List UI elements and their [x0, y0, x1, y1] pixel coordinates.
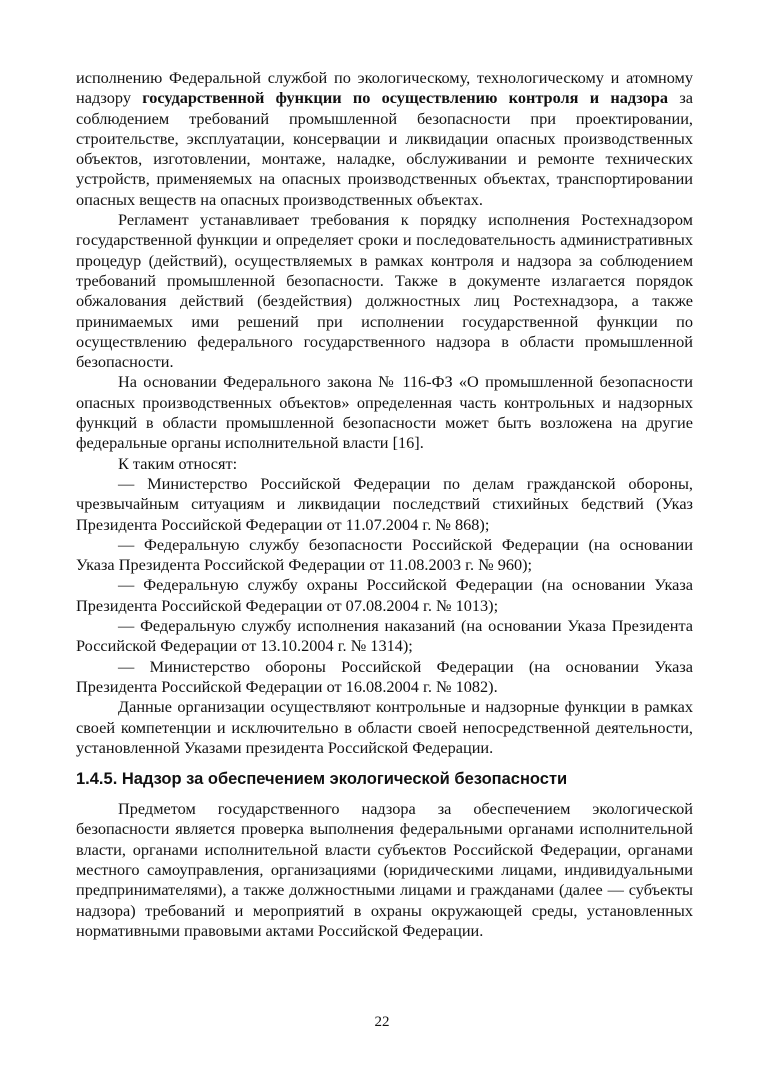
section-heading: 1.4.5. Надзор за обеспечением экологической безопасности: [76, 770, 568, 789]
paragraph-federal-law: На основании Федерального закона № 116-ФЗ «О промышленной безопасности опасных производственных объектов» определенная часть контрольных и надзорных функций в области промышленной безопасности может быть возложена на другие федеральные органы исполнительной власти [16].: [76, 372, 693, 453]
list-item: — Министерство обороны Российской Федерации (на основании Указа Президента Российской Федерации от 16.08.2004 г. № 1082).: [76, 656, 693, 696]
paragraph-regulation: Регламент устанавливает требования к порядку исполнения Ростехнадзором государственной функции и определяет сроки и последовательность административных процедур (действий), осуществляемых в рамках контроля и надзора за соблюдением требований промышленной безопасности. Также в документе излагается порядок обжалования действий (бездействия) должностных лиц Ростехнадзора, а также принимаемых ими решений при исполнении государственной функции по осуществлению федерального государственного надзора в области промышленной безопасности.: [76, 210, 693, 372]
bold-phrase: государственной функции по осуществлению контроля и надзора: [142, 88, 669, 108]
page-number: 22: [374, 1014, 390, 1030]
list-item: — Федеральную службу исполнения наказаний (на основании Указа Президента Российской Федерации от 13.10.2004 г. № 1314);: [76, 616, 693, 656]
list-item: — Федеральную службу безопасности Российской Федерации (на основании Указа Президента Российской Федерации от 11.08.2003 г. № 960);: [76, 534, 693, 575]
list-item: — Федеральную службу охраны Российской Федерации (на основании Указа Президента Российской Федерации от 07.08.2004 г. № 1013);: [76, 575, 693, 615]
page-content: [76, 68, 693, 941]
text-run: исполнению Федеральной службой по экологическому, технологическому и атомному надзору: [76, 68, 693, 108]
text-run: за соблюдением требований промышленной безопасности при проектировании, строительстве, эксплуатации, консервации и ликвидации опасных производственных объектов, изготовлении, монтаже, наладке, обслуживании и ремонте технических устройств, применяемых на опасных производственных объектах, транспортировании опасных веществ на опасных производственных объектах.: [76, 88, 693, 209]
paragraph-organizations: Данные организации осуществляют контрольные и надзорные функции в рамках своей компетенции и исключительно в области своей непосредственной деятельности, установленной Указами президента Российской Федерации.: [76, 697, 693, 757]
list-item: — Министерство Российской Федерации по делам гражданской обороны, чрезвычайным ситуациям и ликвидации последствий стихийных бедствий (Указ Президента Российской Федерации от 11.07.2004 г. № 868);: [76, 473, 693, 534]
paragraph-subject-of-supervision: Предметом государственного надзора за обеспечением экологической безопасности является проверка выполнения федеральными органами исполнительной власти, органами исполнительной власти субъектов Российской Федерации, органами местного самоуправления, организациями (юридическими лицами, индивидуальными предпринимателями), а также должностными лицами и гражданами (далее — субъекты надзора) требований и мероприятий в охраны окружающей среды, установленных нормативными правовыми актами Российской Федерации.: [76, 799, 693, 940]
paragraph-list-intro: К таким относят:: [118, 453, 238, 473]
paragraph-continuation: [76, 68, 693, 210]
